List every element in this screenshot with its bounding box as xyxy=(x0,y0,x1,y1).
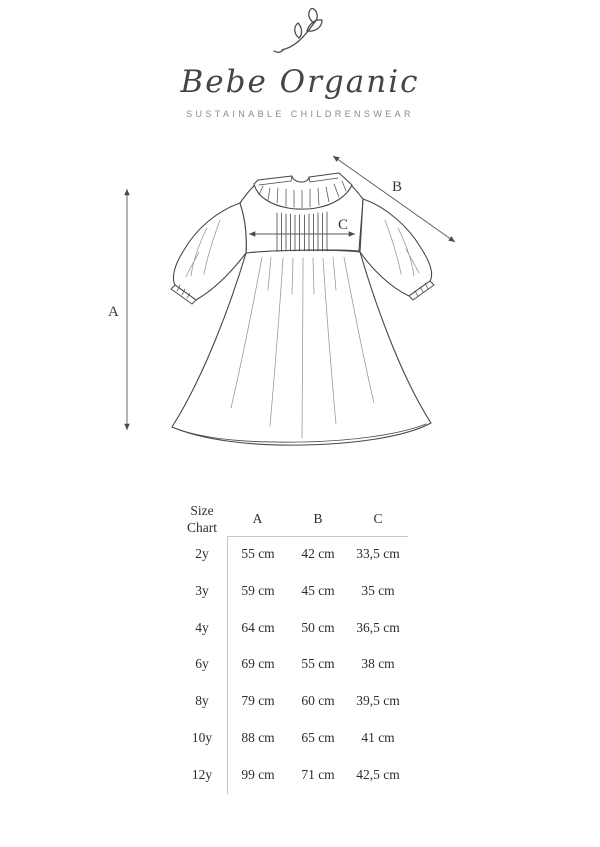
table-row xyxy=(177,573,408,610)
column-header-a: A xyxy=(252,511,263,527)
value-a: 59 cm xyxy=(227,573,288,610)
measurement-label-c: C xyxy=(338,217,349,233)
value-b: 65 cm xyxy=(301,729,335,745)
value-a: 64 cm xyxy=(227,610,288,647)
value-c: 41 cm xyxy=(361,729,395,745)
size-label: 8y xyxy=(195,693,209,709)
table-row xyxy=(177,757,408,794)
value-c: 42,5 cm xyxy=(356,766,400,782)
size-chart-table xyxy=(177,503,408,794)
dress-sleeve-right xyxy=(360,199,432,296)
size-label: 4y xyxy=(195,619,209,635)
table-row xyxy=(177,683,408,720)
value-a: 55 cm xyxy=(227,536,288,573)
value-b: 42 cm xyxy=(288,536,348,573)
value-a: 99 cm xyxy=(227,757,288,794)
column-header-c: C xyxy=(373,511,383,527)
size-label: 10y xyxy=(191,729,213,745)
size-label: 2y xyxy=(195,545,209,561)
value-b: 55 cm xyxy=(301,656,335,672)
size-label: 12y xyxy=(191,766,213,782)
brand-name: Bebe Organic xyxy=(180,64,420,100)
table-row xyxy=(177,536,408,573)
value-c: 39,5 cm xyxy=(356,693,400,709)
table-row xyxy=(177,610,408,647)
size-chart-title: Size Chart xyxy=(187,503,217,535)
measurement-label-a: A xyxy=(108,304,119,320)
value-b: 50 cm xyxy=(301,619,335,635)
value-b: 60 cm xyxy=(301,693,335,709)
value-b: 45 cm xyxy=(301,582,335,598)
table-row xyxy=(177,646,408,683)
value-a: 88 cm xyxy=(227,720,288,757)
measurement-label-b: B xyxy=(392,179,403,195)
value-c: 38 cm xyxy=(361,656,395,672)
value-a: 69 cm xyxy=(227,646,288,683)
size-chart-header-row xyxy=(177,503,408,536)
table-row xyxy=(177,720,408,757)
value-c: 36,5 cm xyxy=(356,619,400,635)
size-label: 6y xyxy=(195,656,209,672)
value-b: 71 cm xyxy=(301,766,335,782)
value-c: 33,5 cm xyxy=(348,536,408,573)
column-header-b: B xyxy=(313,511,323,527)
size-label: 3y xyxy=(195,582,209,598)
value-c: 35 cm xyxy=(361,582,395,598)
brand-tagline: SUSTAINABLE CHILDRENSWEAR xyxy=(186,109,414,119)
value-a: 79 cm xyxy=(227,683,288,720)
